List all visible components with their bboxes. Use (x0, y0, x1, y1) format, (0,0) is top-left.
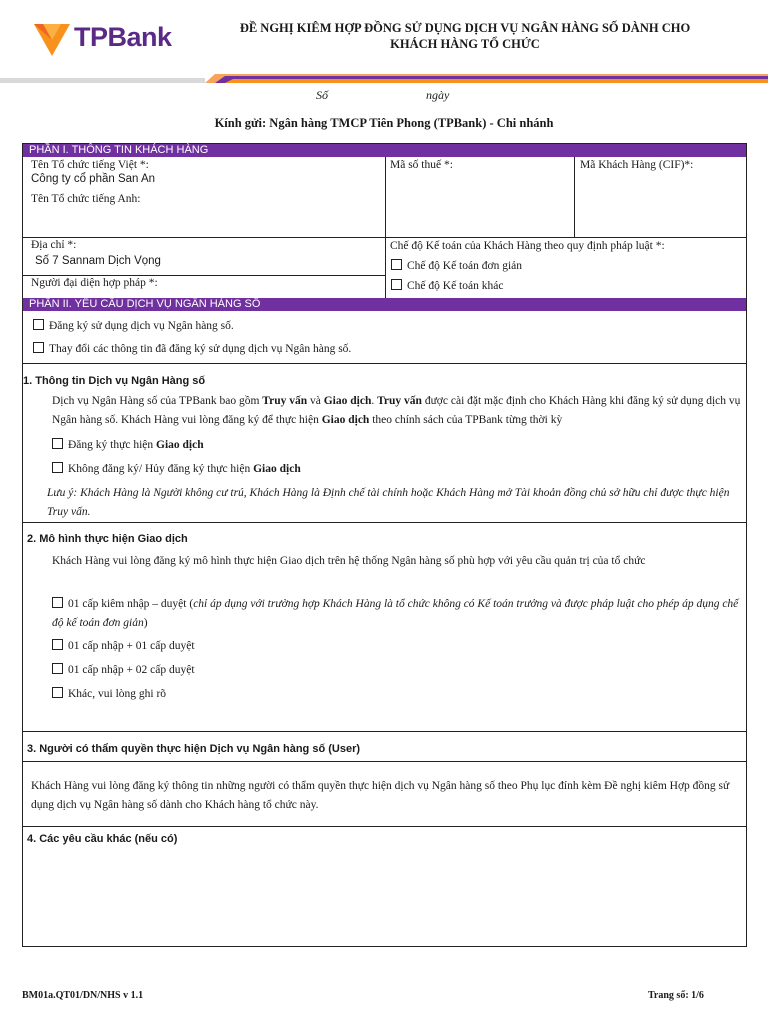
model-option-2[interactable] (52, 639, 195, 653)
divider (23, 731, 746, 732)
accounting-mode-label: Chế độ Kế toán của Khách Hàng theo quy định pháp luật *: (390, 240, 665, 252)
divider (23, 363, 746, 364)
section2-title: 2. Mô hình thực hiện Giao dịch (27, 533, 188, 545)
org-name-vn-label: Tên Tổ chức tiếng Việt *: (31, 159, 149, 171)
option-label-bold: Giao dịch (253, 463, 301, 475)
part2-header: PHẦN II. YÊU CẦU DỊCH VỤ NGÂN HÀNG SỐ (23, 298, 746, 311)
divider (23, 826, 746, 827)
checkbox[interactable] (52, 663, 63, 674)
title-line-1: ĐỀ NGHỊ KIÊM HỢP ĐỒNG SỬ DỤNG DỊCH VỤ NGÂN HÀNG SỐ DÀNH CHO (239, 21, 691, 35)
form-code: BM01a.QT01/DN/NHS v 1.1 (22, 990, 144, 1001)
checkbox[interactable] (391, 279, 402, 290)
model-option-1[interactable]: 01 cấp kiêm nhập – duyệt (chỉ áp dụng với trường hợp Khách Hàng là tổ chức không có Kế toán trưởng và được pháp luật cho phép áp dụng chế độ kế toán đơn giản) (52, 598, 739, 629)
header-decorative-stripe (0, 73, 768, 85)
change-info-option[interactable] (33, 342, 351, 356)
option-label: Đăng ký thực hiện (68, 439, 154, 451)
section1-description: Dịch vụ Ngân Hàng số của TPBank bao gồm Truy vấn và Giao dịch. Truy vấn được cài đặt mặc định cho Khách Hàng khi đăng ký sử dụng dịch vụ Ngân hàng số. Khách Hàng vui lòng đăng ký để thực hiện Giao dịch theo chính sách của TPBank từng thời kỳ (52, 395, 741, 426)
org-name-en-label: Tên Tổ chức tiếng Anh: (31, 193, 141, 205)
divider (385, 157, 386, 299)
register-service-option[interactable] (33, 319, 234, 333)
cif-label: Mã Khách Hàng (CIF)*: (580, 159, 694, 171)
tax-code-label: Mã số thuế *: (390, 159, 453, 171)
form-frame (22, 143, 747, 947)
divider (23, 761, 746, 762)
logo-wordmark: TPBank (74, 22, 172, 52)
divider (23, 522, 746, 523)
checkbox[interactable] (52, 687, 63, 698)
cancel-transaction-option[interactable] (52, 462, 301, 476)
divider (574, 157, 575, 237)
checkbox[interactable] (33, 319, 44, 330)
accounting-simple-option[interactable] (391, 259, 522, 273)
section2-intro: Khách Hàng vui lòng đăng ký mô hình thực hiện Giao dịch trên hệ thống Ngân hàng số phù hợp với yêu cầu quản trị của tổ chức (52, 555, 646, 567)
checkbox[interactable] (52, 438, 63, 449)
section4-title: 4. Các yêu cầu khác (nếu có) (27, 833, 178, 845)
checkbox[interactable] (391, 259, 402, 270)
checkbox[interactable] (52, 597, 63, 608)
option-label: Không đăng ký/ Hủy đăng ký thực hiện (68, 463, 251, 475)
tpbank-logo (32, 20, 192, 60)
option-label: Chế độ Kế toán khác (407, 280, 504, 292)
option-label: 01 cấp nhập + 02 cấp duyệt (68, 664, 195, 676)
divider (23, 237, 746, 238)
option-label: Khác, vui lòng ghi rõ (68, 688, 167, 700)
checkbox[interactable] (52, 462, 63, 473)
tpbank-logo-icon (32, 20, 72, 60)
section1-note: Lưu ý: Khách Hàng là Người không cư trú, Khách Hàng là Định chế tài chính hoặc Khách Hàng mở Tài khoản đồng chủ sở hữu chỉ được thực hiện Truy vấn. (47, 487, 730, 518)
so-label: Số (316, 88, 328, 102)
checkbox[interactable] (33, 342, 44, 353)
ngay-label: ngày (426, 88, 450, 102)
option-label: 01 cấp nhập + 01 cấp duyệt (68, 640, 195, 652)
part1-header: PHẦN I. THÔNG TIN KHÁCH HÀNG (23, 144, 746, 157)
address-label: Địa chỉ *: (31, 239, 77, 251)
section3-title: 3. Người có thẩm quyền thực hiện Dịch vụ Ngân hàng số (User) (27, 743, 361, 755)
other-requests-area[interactable] (31, 854, 741, 942)
legal-rep-label: Người đại diện hợp pháp *: (31, 277, 158, 289)
section1-title: 1. Thông tin Dịch vụ Ngân Hàng số (23, 375, 206, 387)
page-number: Trang số: 1/6 (648, 990, 704, 1001)
option-label-bold: Giao dịch (156, 439, 204, 451)
document-title (230, 20, 700, 52)
option-label: Đăng ký sử dụng dịch vụ Ngân hàng số. (49, 320, 234, 332)
checkbox[interactable] (52, 639, 63, 650)
address-value[interactable]: Số 7 Sannam Dịch Vọng (35, 255, 161, 267)
option-label: Thay đổi các thông tin đã đăng ký sử dụng dịch vụ Ngân hàng số. (49, 343, 352, 355)
model-option-3[interactable] (52, 663, 195, 677)
model-option-other[interactable] (52, 687, 166, 701)
option-label: Chế độ Kế toán đơn giản (407, 260, 522, 272)
register-transaction-option[interactable] (52, 438, 204, 452)
accounting-other-option[interactable] (391, 279, 503, 293)
title-line-2: KHÁCH HÀNG TỔ CHỨC (390, 37, 540, 51)
recipient-line: Kính gửi: Ngân hàng TMCP Tiên Phong (TPBank) - Chi nhánh (214, 116, 554, 130)
org-name-vn-value[interactable]: Công ty cổ phần San An (31, 173, 156, 185)
section3-body: Khách Hàng vui lòng đăng ký thông tin những người có thẩm quyền thực hiện dịch vụ Ngân hàng số theo Phụ lục đính kèm Đề nghị kiêm Hợp đồng sử dụng dịch vụ Ngân hàng số dành cho Khách hàng tổ chức này. (31, 780, 730, 811)
